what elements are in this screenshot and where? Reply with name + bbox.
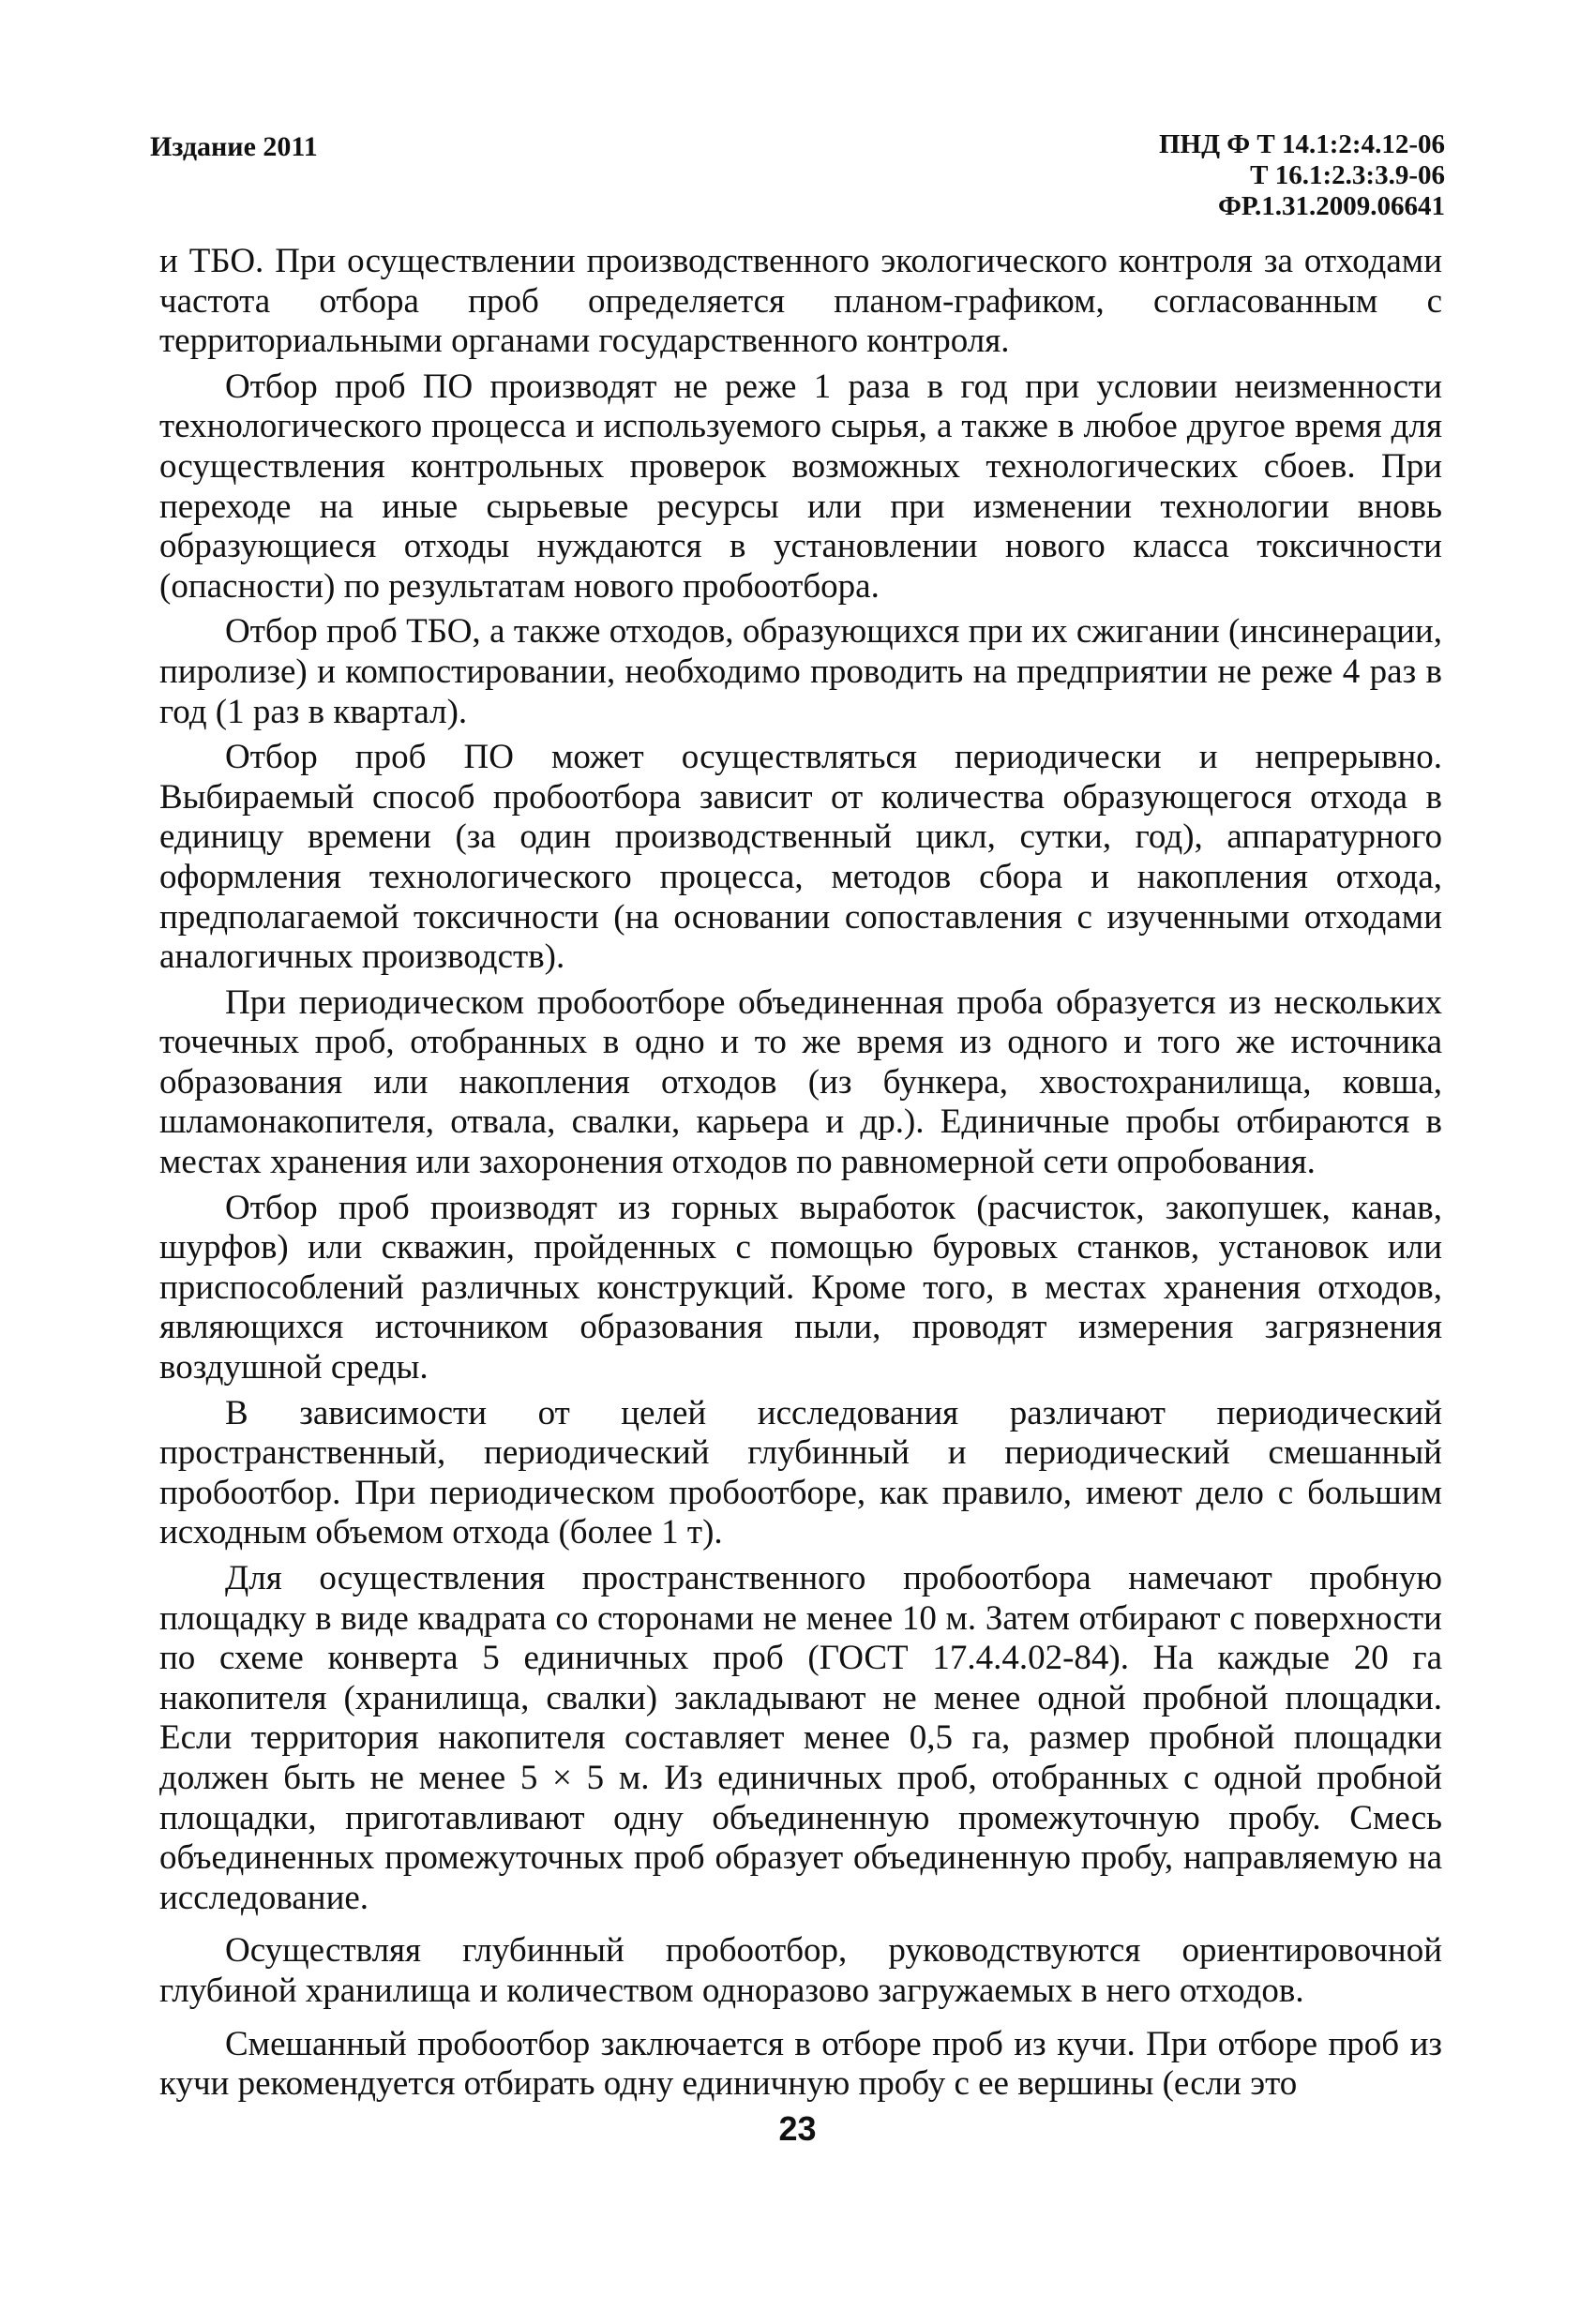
paragraph-2: Отбор проб ПО производят не реже 1 раза в год при условии неизменности технологического процесса и используемого сырья, а также в любое другое время для осуществления контрольных проверок возможных технологических сбоев. При переходе на иные сырьевые ресурсы или при изменении технологии вновь образующиеся отходы нуждаются в установлении нового класса токсичности (опасности) по результатам нового пробоотбора.: [159, 367, 1442, 606]
paragraph-9: Осуществляя глубинный пробоотбор, руководствуются ориентировочной глубиной хранилища и количеством одноразово загружаемых в него отходов.: [159, 1931, 1442, 2010]
paragraph-10: Смешанный пробоотбор заключается в отборе проб из кучи. При отборе проб из кучи рекомендуется отбирать одну единичную пробу с ее вершины (если это: [159, 2024, 1442, 2104]
document-code-line-1: ПНД Ф Т 14.1:2:4.12-06: [1158, 129, 1445, 159]
paragraph-6: Отбор проб производят из горных выработок (расчисток, закопушек, канав, шурфов) или скважин, пройденных с помощью буровых станков, установок или приспособлений различных конструкций. Кроме того, в местах хранения отходов, являющихся источником образования пыли, проводят измерения загрязнения воздушной среды.: [159, 1188, 1442, 1387]
document-code-line-3: ФР.1.31.2009.06641: [1218, 191, 1445, 221]
document-code: [1159, 129, 1445, 222]
page-body: [159, 242, 1442, 2105]
document-code-line-2: Т 16.1:2.3:3.9-06: [1250, 160, 1445, 190]
edition-label: Издание 2011: [150, 131, 318, 162]
page-number: 23: [778, 2109, 817, 2148]
paragraph-7: В зависимости от целей исследования различают периодический пространственный, периодический глубинный и периодический смешанный пробоотбор. При периодическом пробоотборе, как правило, имеют дело с большим исходным объемом отхода (более 1 т).: [159, 1393, 1442, 1552]
paragraph-4: Отбор проб ПО может осуществляться периодически и непрерывно. Выбираемый способ пробоотбора зависит от количества образующегося отхода в единицу времени (за один производственный цикл, сутки, год), аппаратурного оформления технологического процесса, методов сбора и накопления отхода, предполагаемой токсичности (на основании сопоставления с изученными отходами аналогичных производств).: [159, 738, 1442, 977]
paragraph-8: Для осуществления пространственного пробоотбора намечают пробную площадку в виде квадрата со сторонами не менее 10 м. Затем отбирают с поверхности по схеме конверта 5 единичных проб (ГОСТ 17.4.4.02-84). На каждые 20 га накопителя (хранилища, свалки) закладывают не менее одной пробной площадки. Если территория накопителя составляет менее 0,5 га, размер пробной площадки должен быть не менее 5 × 5 м. Из единичных проб, отобранных с одной пробной площадки, приготавливают одну объединенную промежуточную пробу. Смесь объединенных промежуточных проб образует объединенную пробу, направляемую на исследование.: [159, 1559, 1442, 1917]
paragraph-1: и ТБО. При осуществлении производственного экологического контроля за отходами частота отбора проб определяется планом-графиком, согласованным с территориальными органами государственного контроля.: [159, 242, 1442, 361]
paragraph-3: Отбор проб ТБО, а также отходов, образующихся при их сжигании (инсинерации, пиролизе) и компостировании, необходимо проводить на предприятии не реже 4 раз в год (1 раз в квартал).: [159, 612, 1442, 731]
paragraph-5: При периодическом пробоотборе объединенная проба образуется из нескольких точечных проб, отобранных в одно и то же время из одного и того же источника образования или накопления отходов (из бункера, хвостохранилища, ковша, шламонакопителя, отвала, свалки, карьера и др.). Единичные пробы отбираются в местах хранения или захоронения отходов по равномерной сети опробования.: [159, 982, 1442, 1182]
